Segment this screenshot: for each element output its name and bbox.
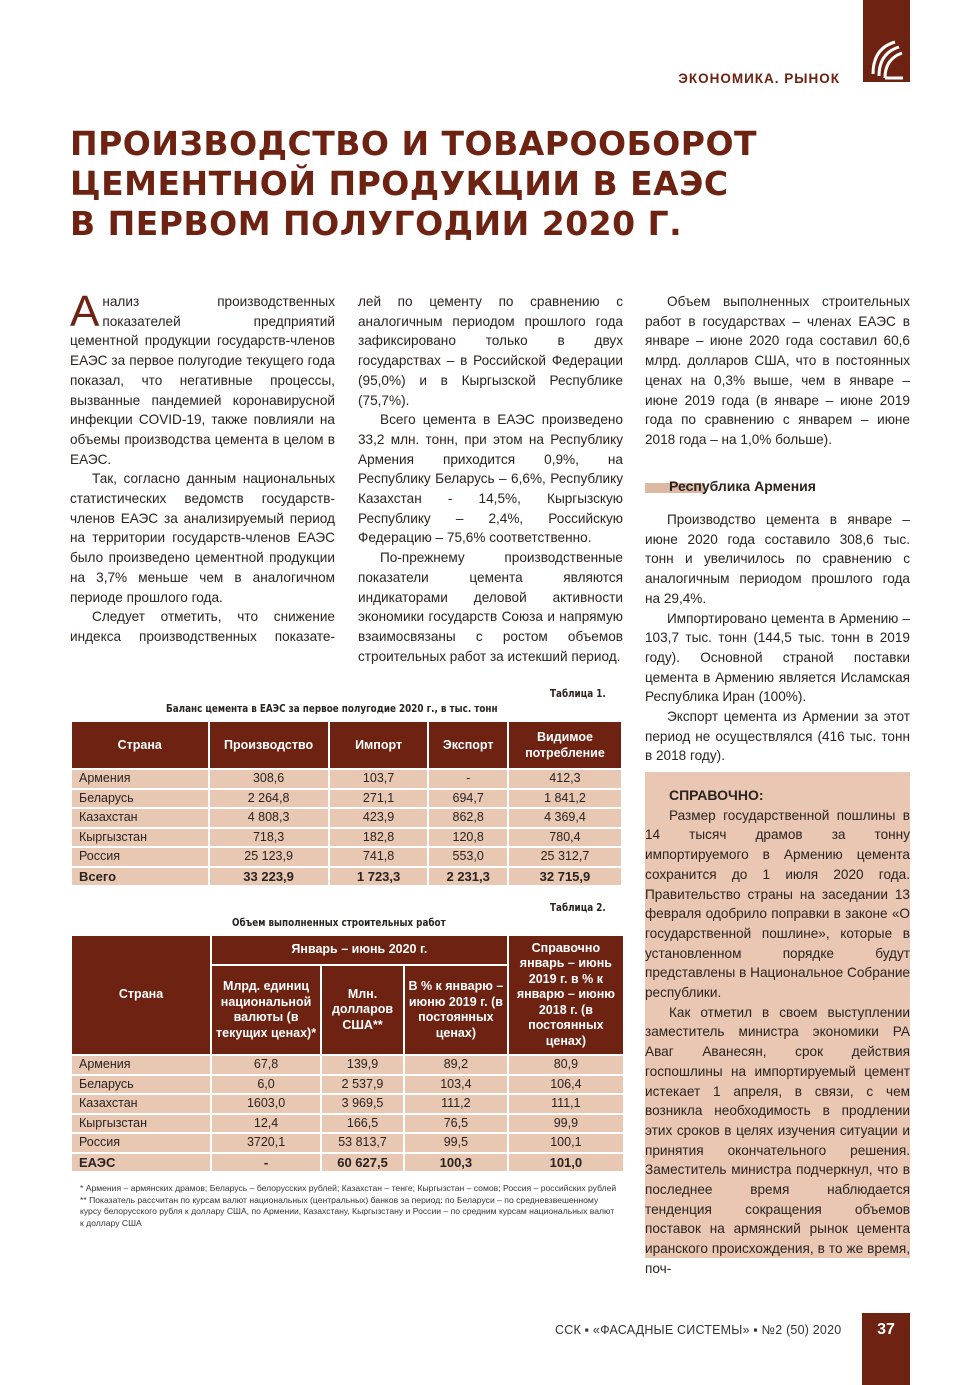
table-row bbox=[72, 829, 621, 847]
table-cell: 100,3 bbox=[405, 1154, 507, 1172]
paragraph: Размер государственной пошлины в 14 тысяч драмов за тонну импортируемого в Армению цемента сохранится до 1 июля 2020 года. Правительство страны на заседании 13 февраля одобрило поправки в законе «О государственной пошлине», которые в установленном порядке будут представлены в Национальное Собрание республики. bbox=[645, 807, 910, 1001]
header-country: Страна bbox=[72, 936, 210, 1054]
row-label: Кыргызстан bbox=[72, 1115, 210, 1133]
table-cell: 99,5 bbox=[405, 1134, 507, 1152]
row-label: Кыргызстан bbox=[72, 829, 208, 847]
table-cell: - bbox=[212, 1154, 320, 1172]
footnote: ** Показатель рассчитан по курсам валют национальных (центральных) банков за период: по Беларуси – по средневзвешенному курсу белорусского рубля к доллару США, по Армении, Казахстану, Кыргызстану и России – по средним курсам национальных валют к доллару США bbox=[80, 1194, 615, 1228]
table-cell: 2 537,9 bbox=[322, 1076, 403, 1094]
table-cell: 1 841,2 bbox=[509, 790, 621, 808]
paragraph: Как отметил в своем выступлении заместитель министра экономики РА Аваг Аванесян, срок действия госпошлины на импортируемый цемент истекает 1 апреля, в связи, с чем возникла необходимость в продлении этих сроков в целях изучения ситуации и принятия окончательного решения. Заместитель министра подчеркнул, что в последнее время наблюдается тенденция сокращения объемов поставок на армянский рынок цемента иранского происхождения, в то же время, поч- bbox=[645, 1004, 910, 1276]
title-line: ЦЕМЕНТНОЙ ПРОДУКЦИИ В ЕАЭС bbox=[70, 164, 729, 203]
table-cell: 76,5 bbox=[405, 1115, 507, 1133]
table-cell: 60 627,5 bbox=[322, 1154, 403, 1172]
column-header: Видимое потребление bbox=[509, 722, 621, 768]
paragraph: Анализ производственных показателей предприятий цементной продукции государств-членов ЕАЭС за первое полугодие текущего года показал, что негативные процессы, вызванные пандемией коронавирусной инфекции COVID-19, также повлияли на объемы производства цемента в целом в ЕАЭС. bbox=[70, 287, 335, 467]
table-cell: 1603,0 bbox=[212, 1095, 320, 1113]
section-label: ЭКОНОМИКА. РЫНОК bbox=[678, 71, 840, 86]
table-cell: 106,4 bbox=[509, 1076, 623, 1094]
paragraph: Производство цемента в январе – июне 2020 года составило 308,6 тыс. тонн и увеличилось по сравнению с аналогичным периодом прошлого года на 29,4%. bbox=[645, 512, 910, 606]
table-cell: 780,4 bbox=[509, 829, 621, 847]
table-cell: 3 969,5 bbox=[322, 1095, 403, 1113]
paragraph: Объем выполненных строительных работ в государствах – членах ЕАЭС в январе – июне 2020 года составил 60,6 млрд. долларов США, что в постоянных ценах на 0,3% выше, чем в январе – июне 2019 года (в январе – июне 2019 года по сравнению с январем – июне 2018 года – на 1,0% больше). bbox=[645, 294, 910, 447]
table-row bbox=[72, 868, 621, 886]
row-label: Казахстан bbox=[72, 1095, 210, 1113]
table-footnotes bbox=[80, 1183, 620, 1229]
table-cell: 718,3 bbox=[210, 829, 328, 847]
drop-cap: А bbox=[70, 287, 100, 336]
table-cell: 553,0 bbox=[429, 848, 506, 866]
title-line: ПРОИЗВОДСТВО И ТОВАРООБОРОТ bbox=[70, 124, 758, 163]
curved-lines-logo-icon bbox=[869, 36, 905, 80]
footer-publication: ССК ▪ «ФАСАДНЫЕ СИСТЕМЫ» ▪ №2 (50) 2020 bbox=[555, 1323, 842, 1337]
table-cell: 99,9 bbox=[509, 1115, 623, 1133]
table-cell: 6,0 bbox=[212, 1076, 320, 1094]
row-label: Всего bbox=[72, 868, 208, 886]
table2-label: Таблица 2. bbox=[550, 901, 606, 914]
paragraph: Импортировано цемента в Армению – 103,7 тыс. тонн (144,5 тыс. тонн в 2019 году). Основной страной поставки цемента в Армению является Исламская Республика Иран (100%). bbox=[645, 610, 910, 705]
table-cell: 25 123,9 bbox=[210, 848, 328, 866]
table-cell: 741,8 bbox=[330, 848, 428, 866]
table1-caption: Баланс цемента в ЕАЭС за первое полугодие 2020 г., в тыс. тонн bbox=[166, 702, 498, 715]
sidebar-heading: СПРАВОЧНО: bbox=[669, 787, 764, 803]
table2-caption: Объем выполненных строительных работ bbox=[232, 916, 446, 929]
table-row bbox=[72, 1154, 623, 1172]
table-cell: 423,9 bbox=[330, 809, 428, 827]
table-cell: 25 312,7 bbox=[509, 848, 621, 866]
subheader: Млн. долларов США** bbox=[322, 966, 403, 1054]
table-cell: 3720,1 bbox=[212, 1134, 320, 1152]
table-cell: 166,5 bbox=[322, 1115, 403, 1133]
table-cell: 32 715,9 bbox=[509, 868, 621, 886]
row-label: Беларусь bbox=[72, 1076, 210, 1094]
table-cell: 862,8 bbox=[429, 809, 506, 827]
paragraph: Экспорт цемента из Армении за этот период не осуществлялся (416 тыс. тонн в 2018 году). bbox=[645, 709, 910, 764]
table-row bbox=[72, 1115, 623, 1133]
paragraph: лей по цементу по сравнению с аналогичным периодом прошлого года зафиксировано только в двух государствах – в Российской Федерации (95,0%) и в Кыргызской Республике (75,7%). bbox=[358, 294, 623, 408]
table-cell: - bbox=[429, 770, 506, 788]
column-3-continued bbox=[645, 510, 910, 766]
table-cell: 139,9 bbox=[322, 1056, 403, 1074]
row-label: Армения bbox=[72, 1056, 210, 1074]
page-number: 37 bbox=[862, 1313, 910, 1385]
table-row bbox=[72, 809, 621, 827]
table-cell: 53 813,7 bbox=[322, 1134, 403, 1152]
subheading bbox=[645, 478, 910, 498]
header-reference: Справочно январь – июнь 2019 г. в % к январю – июню 2018 г. (в постоянных ценах) bbox=[509, 936, 623, 1054]
table-cell: 101,0 bbox=[509, 1154, 623, 1172]
header-tab bbox=[863, 0, 910, 82]
table-cell: 89,2 bbox=[405, 1056, 507, 1074]
table-cell: 271,1 bbox=[330, 790, 428, 808]
table-cell: 182,8 bbox=[330, 829, 428, 847]
column-header: Производство bbox=[210, 722, 328, 768]
column-header: Импорт bbox=[330, 722, 428, 768]
table-cell: 2 231,3 bbox=[429, 868, 506, 886]
table-cell: 412,3 bbox=[509, 770, 621, 788]
table-cell: 694,7 bbox=[429, 790, 506, 808]
table-cell: 308,6 bbox=[210, 770, 328, 788]
table-row bbox=[72, 1095, 623, 1113]
table2 bbox=[70, 934, 625, 1173]
table-cell: 120,8 bbox=[429, 829, 506, 847]
table-row bbox=[72, 1134, 623, 1152]
table-cell: 100,1 bbox=[509, 1134, 623, 1152]
table-cell: 12,4 bbox=[212, 1115, 320, 1133]
row-label: Беларусь bbox=[72, 790, 208, 808]
column-3 bbox=[645, 292, 910, 450]
paragraph: Следует отметить, что снижение индекса производственных показате- bbox=[70, 609, 335, 644]
subheading-text: Республика Армения bbox=[669, 478, 816, 494]
paragraph: По-прежнему производственные показатели цемента являются индикаторами деловой активности экономики государств Союза и напрямую взаимосвязаны с ростом объемов строительных работ за истекший период. bbox=[358, 550, 623, 664]
table-row bbox=[72, 1076, 623, 1094]
table-row bbox=[72, 848, 621, 866]
table-cell: 4 808,3 bbox=[210, 809, 328, 827]
paragraph: Всего цемента в ЕАЭС произведено 33,2 млн. тонн, при этом на Республику Армения приходится 0,9%, на Республику Беларусь – 6,6%, Республику Казахстан - 14,5%, Кыргызскую Республику – 2,4%, Российскую Федерацию – 75,6% соответственно. bbox=[358, 412, 623, 546]
subheader: Млрд. единиц национальной валюты (в текущих ценах)* bbox=[212, 966, 320, 1054]
table-cell: 111,1 bbox=[509, 1095, 623, 1113]
page-title bbox=[70, 124, 830, 244]
table-cell: 111,2 bbox=[405, 1095, 507, 1113]
title-line: В ПЕРВОМ ПОЛУГОДИИ 2020 Г. bbox=[70, 204, 683, 243]
paragraph: Так, согласно данным национальных статистических ведомств государств- членов ЕАЭС за анализируемый период на территории государств-членов ЕАЭС было произведено цементной продукции на 3,7% меньше чем в аналогичном периоде прошлого года. bbox=[70, 471, 335, 605]
footnote: * Армения – армянских драмов; Беларусь – белорусских рублей; Казахстан – тенге; Кыргызстан – сомов; Россия – российских рублей bbox=[80, 1183, 617, 1193]
row-label: Казахстан bbox=[72, 809, 208, 827]
row-label: Россия bbox=[72, 848, 208, 866]
table-cell: 4 369,4 bbox=[509, 809, 621, 827]
row-label: Россия bbox=[72, 1134, 210, 1152]
column-header: Экспорт bbox=[429, 722, 506, 768]
table-cell: 1 723,3 bbox=[330, 868, 428, 886]
table-cell: 80,9 bbox=[509, 1056, 623, 1074]
table-row bbox=[72, 770, 621, 788]
table-cell: 67,8 bbox=[212, 1056, 320, 1074]
column-2 bbox=[358, 292, 623, 666]
header-group: Январь – июнь 2020 г. bbox=[212, 936, 507, 964]
table-row bbox=[72, 1056, 623, 1074]
table-row bbox=[72, 790, 621, 808]
column-1 bbox=[70, 287, 335, 647]
row-label: Армения bbox=[72, 770, 208, 788]
reference-sidebar bbox=[645, 772, 910, 1276]
table1-label: Таблица 1. bbox=[550, 687, 606, 700]
table-cell: 103,7 bbox=[330, 770, 428, 788]
table-cell: 33 223,9 bbox=[210, 868, 328, 886]
table-cell: 103,4 bbox=[405, 1076, 507, 1094]
subheader: В % к январю – июню 2019 г. (в постоянных ценах) bbox=[405, 966, 507, 1054]
table-cell: 2 264,8 bbox=[210, 790, 328, 808]
row-label: ЕАЭС bbox=[72, 1154, 210, 1172]
table1 bbox=[70, 720, 623, 887]
column-header: Страна bbox=[72, 722, 208, 768]
